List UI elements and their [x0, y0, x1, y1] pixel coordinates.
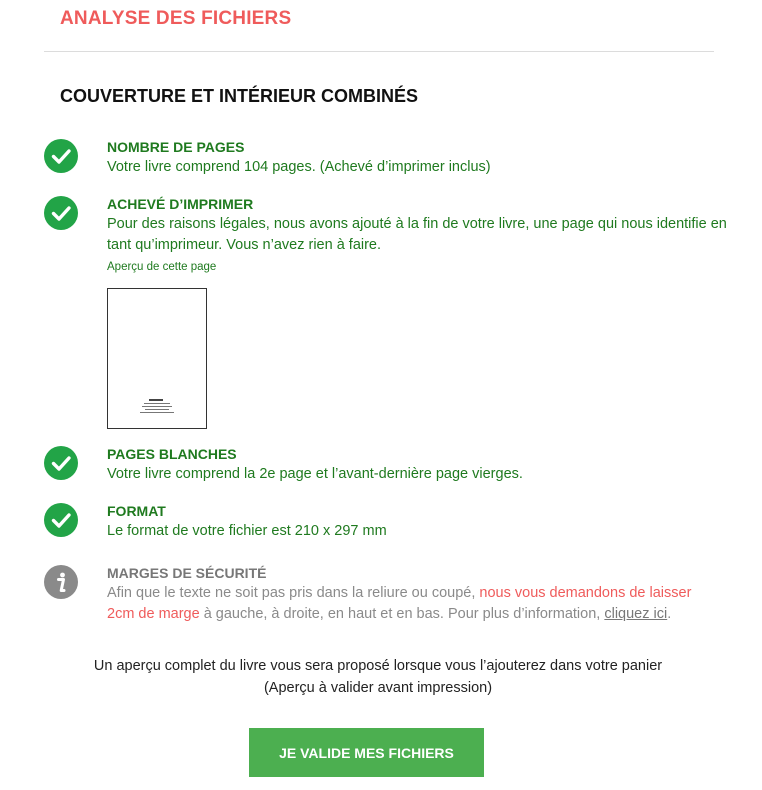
- divider: [44, 51, 714, 52]
- more-info-link[interactable]: cliquez ici: [604, 606, 668, 622]
- thumbnail-text-line: [144, 403, 170, 404]
- thumbnail-text-line: [142, 406, 172, 407]
- check-circle-icon: [44, 139, 78, 173]
- margins-text-part: Afin que le texte ne soit pas pris dans la reliure ou coupé,: [107, 585, 480, 601]
- blank-pages-title: PAGES BLANCHES: [107, 446, 237, 462]
- thumbnail-text-line: [140, 412, 174, 413]
- margins-text-part: à gauche, à droite, en haut et en bas. Pour plus d’information,: [199, 606, 605, 622]
- acheve-title: ACHEVÉ D’IMPRIMER: [107, 196, 254, 212]
- margins-text-end: .: [667, 606, 672, 622]
- blank-pages-text: Votre livre comprend la 2e page et l’avant-dernière page vierges.: [107, 466, 523, 482]
- check-circle-icon: [44, 196, 78, 230]
- acheve-text: Pour des raisons légales, nous avons ajouté à la fin de votre livre, une page qui nous identifie en tant qu’imprimeur. Vous n’avez rien à faire.: [107, 216, 727, 253]
- preview-note-line: Un aperçu complet du livre vous sera proposé lorsque vous l’ajouterez dans votre panier: [93, 658, 663, 674]
- margins-text: [107, 583, 719, 625]
- check-circle-icon: [44, 446, 78, 480]
- preview-note: [40, 655, 716, 699]
- preview-label: Aperçu de cette page: [107, 261, 217, 273]
- thumbnail-text-line: [145, 409, 169, 410]
- page-title: ANALYSE DES FICHIERS: [60, 8, 292, 29]
- section-title: COUVERTURE ET INTÉRIEUR COMBINÉS: [60, 86, 419, 106]
- validate-files-button[interactable]: JE VALIDE MES FICHIERS: [249, 728, 484, 777]
- pages-count-text: Votre livre comprend 104 pages. (Achevé d’imprimer inclus): [107, 159, 491, 175]
- margins-highlight: nous vous demandons de laisser 2cm de marge: [107, 585, 692, 622]
- check-circle-icon: [44, 503, 78, 537]
- margins-title: MARGES DE SÉCURITÉ: [107, 565, 267, 581]
- preview-note-line: (Aperçu à valider avant impression): [263, 680, 493, 696]
- pages-count-title: NOMBRE DE PAGES: [107, 139, 245, 155]
- info-circle-icon: [44, 565, 78, 599]
- thumbnail-logo: [149, 399, 163, 401]
- format-title: FORMAT: [107, 503, 166, 519]
- format-text: Le format de votre fichier est 210 x 297 mm: [107, 523, 387, 539]
- page-preview-thumbnail[interactable]: [107, 288, 207, 429]
